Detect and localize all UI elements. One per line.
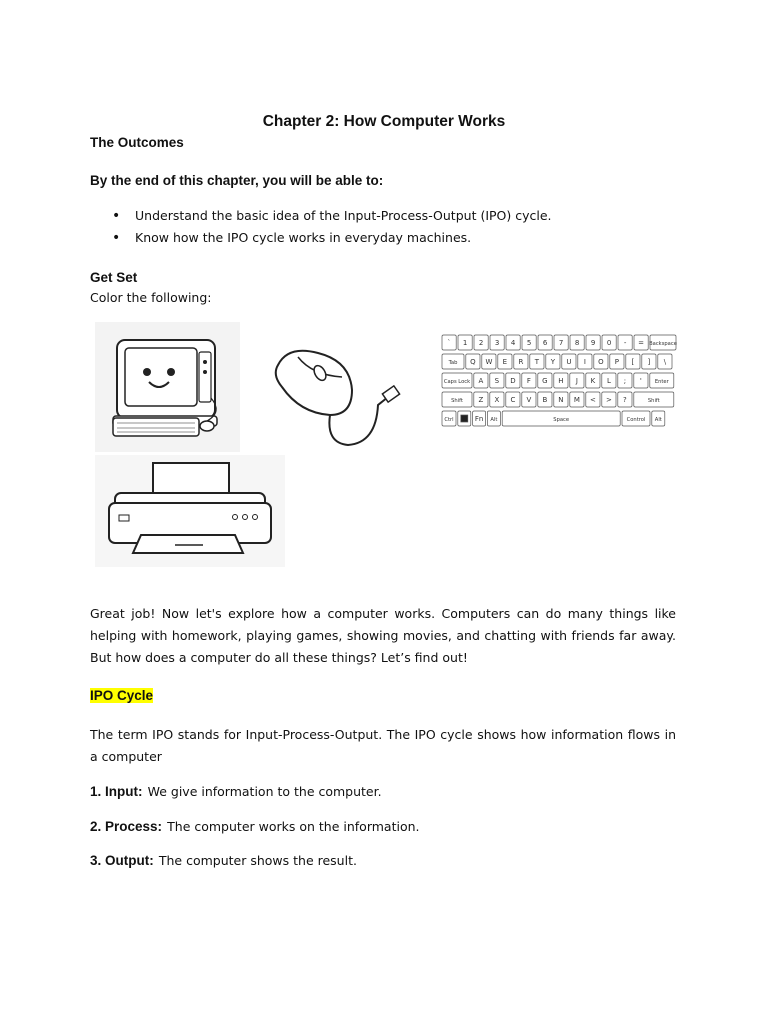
keyboard-key-label: Q (470, 357, 476, 366)
computer-illustration (95, 322, 240, 452)
keyboard-key-label: X (494, 395, 500, 404)
keyboard-key-label: 6 (542, 338, 548, 347)
keyboard-key-label: ; (623, 376, 627, 385)
keyboard-key-label: Alt (654, 416, 662, 423)
step-label: 1. Input: (90, 784, 143, 799)
keyboard-key-label: 2 (478, 338, 484, 347)
keyboard-key-label: S (494, 376, 500, 385)
step-input (90, 781, 382, 800)
windows-key-icon (461, 415, 468, 422)
keyboard-key-label: 3 (494, 338, 500, 347)
keyboard-key-label: R (518, 357, 524, 366)
keyboard-key-label: Z (478, 395, 484, 404)
keyboard-key-label: 9 (590, 338, 596, 347)
keyboard-key-label: H (558, 376, 564, 385)
step-output (90, 850, 357, 869)
intro-heading: By the end of this chapter, you will be able to: (90, 173, 384, 188)
keyboard-key-label: \ (663, 357, 667, 366)
keyboard-key-label: Enter (654, 378, 669, 385)
keyboard-key-label: V (526, 395, 532, 404)
keyboard-key-label: U (566, 357, 572, 366)
keyboard-key-label: Alt (490, 416, 498, 423)
keyboard-key-label: L (606, 376, 611, 385)
keyboard-key-label: Y (550, 357, 556, 366)
keyboard-key-label: Tab (448, 359, 458, 366)
keyboard-key-label: < (589, 395, 596, 404)
keyboard-key-label: P (614, 357, 620, 366)
ipo-heading-text: IPO Cycle (90, 688, 154, 703)
outcome-item: • Understand the basic idea of the Input-Process-Output (IPO) cycle. (90, 205, 690, 227)
getset-heading: Get Set (90, 270, 138, 285)
keyboard-key-label: Fn (474, 414, 484, 423)
keyboard-key-label: J (575, 376, 578, 385)
outcome-item: • Know how the IPO cycle works in everyday machines. (90, 227, 690, 249)
outcomes-list (90, 205, 690, 249)
keyboard-key-label: ` (447, 338, 451, 347)
chapter-title: Chapter 2: How Computer Works (262, 113, 506, 130)
keyboard-key-label: Ctrl (444, 416, 454, 423)
keyboard-key-label: B (542, 395, 548, 404)
keyboard-key-label: 1 (462, 338, 468, 347)
color-instruction: Color the following: (90, 290, 212, 305)
keyboard-illustration (440, 332, 677, 430)
keyboard-key-label: O (598, 357, 604, 366)
step-text: We give information to the computer. (147, 784, 382, 799)
keyboard-key-label: Shift (451, 397, 463, 404)
keyboard-key-label: ' (639, 376, 642, 385)
keyboard-key-label: 8 (574, 338, 580, 347)
keyboard-key-label: [ (631, 357, 635, 366)
step-text: The computer works on the information. (167, 819, 420, 834)
keyboard-key-label: ? (623, 395, 627, 404)
ipo-heading (90, 688, 153, 703)
keyboard-key-label: Space (553, 416, 570, 423)
keyboard-key-label: - (623, 338, 627, 347)
step-process (90, 816, 420, 835)
keyboard-key-label: Caps Lock (443, 378, 471, 385)
keyboard-key-label: W (485, 357, 493, 366)
keyboard-key-label: T (534, 357, 540, 366)
step-text: The computer shows the result. (158, 853, 357, 868)
mouse-illustration (268, 345, 408, 455)
keyboard-key-label: Backspace (649, 340, 677, 347)
ipo-definition: The term IPO stands for Input-Process-Output. The IPO cycle shows how information flows in a computer (90, 727, 676, 764)
step-label: 3. Output: (90, 853, 154, 868)
keyboard-key-label: E (502, 357, 508, 366)
keyboard-key-label: N (558, 395, 564, 404)
printer-illustration (95, 455, 285, 567)
keyboard-key-label: ] (647, 357, 651, 366)
keyboard-key-label: D (510, 376, 516, 385)
outcomes-heading: The Outcomes (90, 135, 184, 150)
keyboard-key-label: 5 (526, 338, 532, 347)
keyboard-key-label: M (573, 395, 580, 404)
keyboard-key-label: 7 (558, 338, 564, 347)
keyboard-key-label: K (590, 376, 596, 385)
keyboard-key-label: 4 (510, 338, 516, 347)
keyboard-key-label: Control (626, 416, 646, 423)
keyboard-key-label: F (526, 376, 531, 385)
keyboard-key-label: G (542, 376, 548, 385)
step-label: 2. Process: (90, 819, 163, 834)
keyboard-key-label: I (583, 357, 586, 366)
keyboard-key-label: 0 (606, 338, 612, 347)
keyboard-key-label: A (478, 376, 484, 385)
intro-paragraph: Great job! Now let's explore how a computer works. Computers can do many things like helping with homework, playing games, showing movies, and chatting with friends far away. But how does a computer do all these things? Let’s find out! (90, 606, 676, 665)
keyboard-key-label: = (638, 338, 645, 347)
keyboard-key-label: Shift (647, 397, 660, 404)
keyboard-key-label: > (605, 395, 612, 404)
keyboard-key-label: C (510, 395, 516, 404)
